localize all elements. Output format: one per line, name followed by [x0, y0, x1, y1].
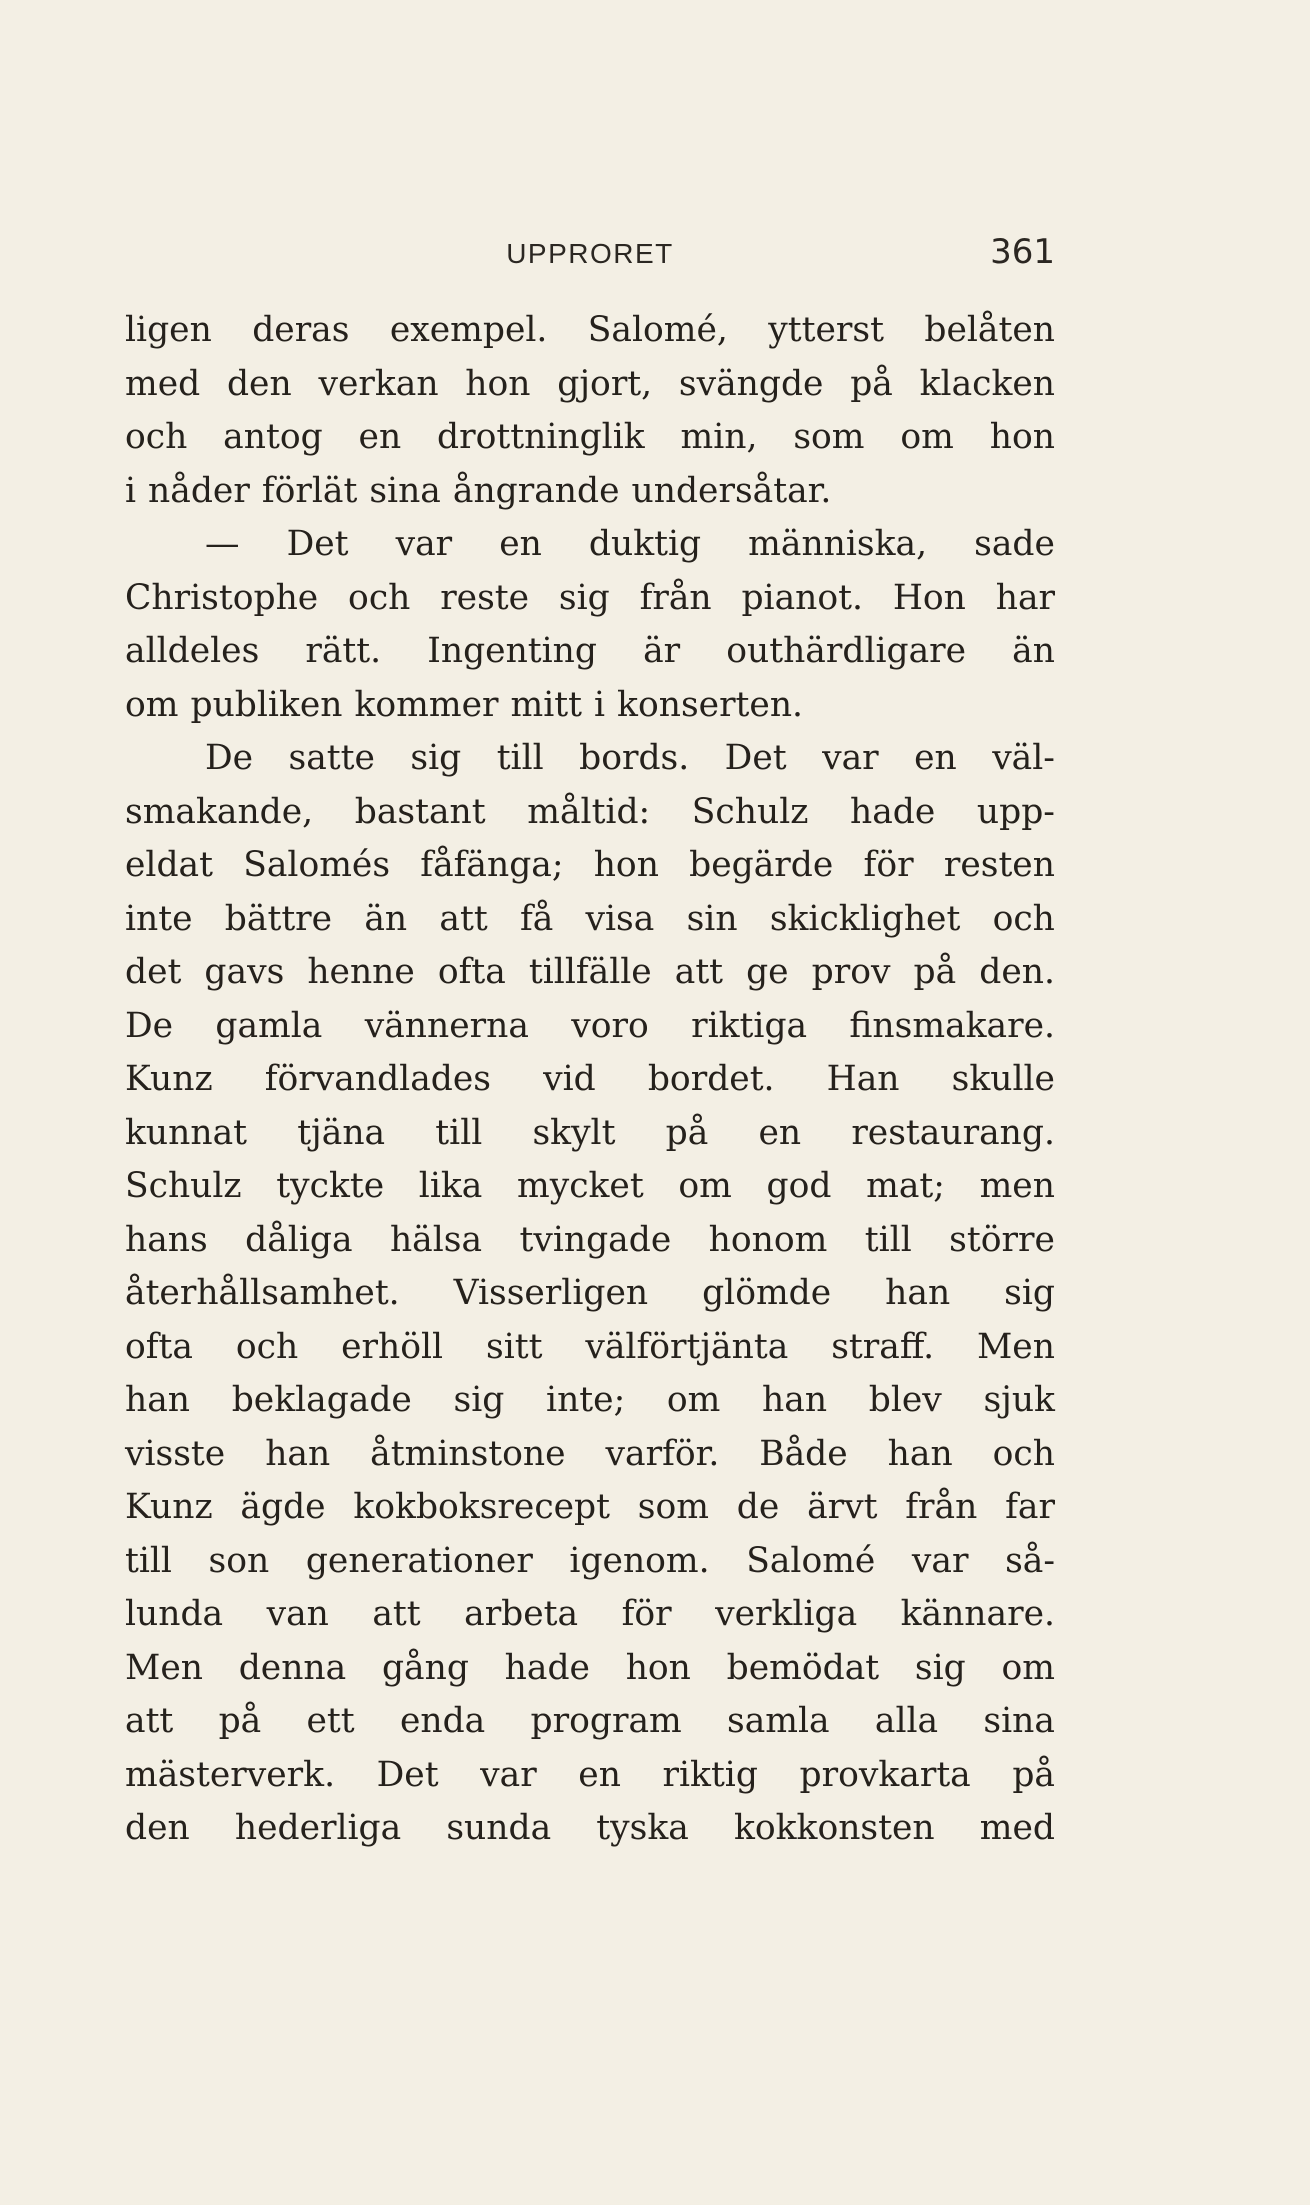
- word: inte: [125, 898, 193, 939]
- word: så-: [1005, 1540, 1055, 1581]
- word: sitt: [485, 1326, 543, 1367]
- text-line: [125, 1802, 1055, 1856]
- word: större: [949, 1219, 1055, 1260]
- text-line: [125, 1107, 1055, 1161]
- text-line: [125, 1749, 1055, 1803]
- word: ofta: [437, 952, 506, 992]
- word: Ingenting: [427, 631, 597, 671]
- word: han: [265, 1433, 331, 1474]
- word: i: [125, 470, 137, 511]
- word: riktiga: [691, 1005, 808, 1046]
- word: straff.: [831, 1326, 935, 1367]
- word: outhärdligare: [726, 631, 967, 671]
- word: provkarta: [799, 1754, 971, 1795]
- word: igenom.: [569, 1540, 710, 1581]
- word: hans: [125, 1219, 208, 1260]
- word: Christophe: [125, 577, 319, 618]
- text-line: [125, 1000, 1055, 1054]
- word: begärde: [689, 845, 834, 885]
- word: arbeta: [464, 1594, 579, 1634]
- word: och: [992, 898, 1055, 939]
- word: och: [125, 417, 188, 457]
- word: kokboksrecept: [353, 1487, 611, 1527]
- word: sig: [1004, 1273, 1055, 1313]
- word: måltid:: [527, 791, 651, 832]
- text-line: [125, 893, 1055, 947]
- word: upp-: [976, 791, 1055, 832]
- word: finsmakare.: [849, 1005, 1055, 1046]
- word: voro: [571, 1005, 649, 1046]
- word: kunnat: [125, 1112, 247, 1153]
- word: till: [435, 1112, 483, 1153]
- word: var: [480, 1754, 537, 1795]
- word: hon: [989, 417, 1055, 457]
- word: program: [530, 1701, 682, 1741]
- word: varför.: [605, 1433, 720, 1474]
- word: bättre: [224, 898, 333, 939]
- word: Salomé: [746, 1540, 876, 1581]
- word: Det: [724, 738, 787, 778]
- word: Han: [826, 1059, 900, 1099]
- text-line: [125, 411, 1055, 465]
- word: tjäna: [297, 1112, 386, 1153]
- word: med: [979, 1808, 1055, 1848]
- word: sjuk: [983, 1380, 1055, 1420]
- word: denna: [238, 1647, 347, 1688]
- word: han: [885, 1273, 951, 1313]
- text-line: [125, 1374, 1055, 1428]
- word: ärvt: [807, 1487, 878, 1527]
- word: människa,: [748, 524, 928, 564]
- word: De: [205, 738, 254, 778]
- word: förvandlades: [264, 1059, 491, 1099]
- text-line: [125, 786, 1055, 840]
- word: vännerna: [364, 1005, 529, 1046]
- word: tyckte: [276, 1166, 385, 1206]
- word: mästerverk.: [125, 1754, 336, 1795]
- word: reste: [440, 577, 530, 618]
- word: en: [499, 524, 542, 564]
- word: Men: [976, 1326, 1055, 1367]
- text-line: [125, 1642, 1055, 1696]
- word: sina: [983, 1701, 1055, 1741]
- word: De: [125, 1005, 174, 1046]
- word: van: [266, 1594, 329, 1634]
- text-line: [125, 679, 1055, 733]
- word: far: [1005, 1487, 1055, 1527]
- word: generationer: [305, 1540, 533, 1581]
- word: kokkonsten: [733, 1808, 935, 1848]
- word: restaurang.: [851, 1112, 1055, 1153]
- word: konserten.: [617, 684, 804, 725]
- word: Visserligen: [453, 1273, 649, 1313]
- word: rätt.: [305, 631, 382, 671]
- running-head: [125, 232, 1055, 282]
- word: gjort,: [557, 363, 653, 404]
- word: på: [665, 1112, 709, 1153]
- word: resten: [943, 845, 1055, 885]
- word: pianot.: [741, 577, 863, 618]
- running-title: UPPRORET: [506, 238, 674, 269]
- word: hon: [625, 1647, 691, 1688]
- text-line: [125, 304, 1055, 358]
- word: de: [736, 1487, 780, 1527]
- word: svängde: [678, 363, 824, 404]
- text-line: [125, 839, 1055, 893]
- word: än: [364, 898, 408, 939]
- word: från: [905, 1487, 978, 1527]
- word: bordet.: [647, 1059, 775, 1099]
- word: en: [758, 1112, 802, 1153]
- word: sig: [558, 577, 610, 618]
- word: beklagade: [231, 1380, 412, 1420]
- word: klacken: [919, 363, 1055, 404]
- text-line: [125, 1481, 1055, 1535]
- word: honom: [708, 1219, 828, 1260]
- word: visste: [125, 1433, 226, 1474]
- word: väl-: [992, 738, 1055, 778]
- word: en: [578, 1754, 621, 1795]
- word: Salomés: [243, 845, 391, 885]
- word: skicklighet: [769, 898, 961, 939]
- word: att: [125, 1701, 174, 1741]
- word: åtminstone: [370, 1433, 566, 1474]
- word: än: [1012, 631, 1055, 671]
- word: att: [372, 1594, 421, 1634]
- word: Schulz: [125, 1166, 242, 1206]
- word: Salomé,: [587, 310, 728, 350]
- word: men: [979, 1166, 1055, 1206]
- word: förlät: [261, 470, 358, 511]
- word: på: [913, 952, 957, 992]
- word: ångrande: [452, 470, 620, 511]
- word: Kunz: [125, 1059, 213, 1099]
- word: ligen: [125, 310, 212, 350]
- word: publiken: [190, 684, 343, 725]
- word: om: [666, 1380, 721, 1420]
- word: vid: [543, 1059, 596, 1099]
- word: fåfänga;: [420, 845, 564, 885]
- word: gång: [381, 1647, 469, 1688]
- word: gavs: [204, 952, 285, 992]
- word: tillfälle: [528, 952, 652, 992]
- word: och: [348, 577, 411, 618]
- word: skylt: [532, 1112, 616, 1153]
- word: till: [864, 1219, 912, 1260]
- word: sunda: [446, 1808, 552, 1848]
- word: duktig: [588, 524, 702, 564]
- word: sin: [686, 898, 738, 939]
- word: lika: [418, 1166, 483, 1206]
- text-line: [125, 1695, 1055, 1749]
- word: min,: [680, 417, 758, 457]
- word: Hon: [892, 577, 966, 618]
- word: mat;: [866, 1166, 945, 1206]
- word: med: [125, 363, 201, 404]
- word: den.: [979, 952, 1055, 992]
- word: —: [205, 524, 240, 564]
- word: smakande,: [125, 791, 314, 832]
- text-line: [125, 1588, 1055, 1642]
- word: som: [637, 1487, 709, 1527]
- text-line: [125, 1214, 1055, 1268]
- word: på: [218, 1701, 262, 1741]
- word: på: [1012, 1754, 1055, 1795]
- page-number: 361: [990, 232, 1055, 272]
- word: belåten: [924, 310, 1055, 350]
- body-text: [125, 304, 1055, 1856]
- word: sig: [410, 738, 462, 778]
- word: blev: [868, 1380, 942, 1420]
- word: en: [914, 738, 957, 778]
- word: Kunz: [125, 1487, 213, 1527]
- word: för: [621, 1594, 672, 1634]
- word: hederliga: [234, 1808, 402, 1848]
- word: bords.: [579, 738, 690, 778]
- word: få: [519, 898, 554, 939]
- word: och: [992, 1433, 1055, 1474]
- word: tyska: [596, 1808, 689, 1848]
- word: det: [125, 952, 182, 992]
- word: Det: [286, 524, 349, 564]
- word: var: [395, 524, 453, 564]
- word: sade: [974, 524, 1055, 564]
- word: hon: [465, 363, 531, 404]
- word: ägde: [240, 1487, 326, 1527]
- word: bastant: [354, 791, 486, 832]
- text-line: [125, 465, 1055, 519]
- word: har: [995, 577, 1055, 618]
- word: välförtjänta: [585, 1326, 789, 1367]
- text-line: [125, 1160, 1055, 1214]
- word: alla: [874, 1701, 939, 1741]
- word: återhållsamhet.: [125, 1273, 400, 1313]
- word: verkan: [318, 363, 439, 404]
- word: och: [235, 1326, 299, 1367]
- word: att: [674, 952, 724, 992]
- text-line: [125, 1428, 1055, 1482]
- word: ge: [746, 952, 789, 992]
- word: deras: [252, 310, 350, 350]
- word: för: [863, 845, 914, 885]
- word: att: [439, 898, 488, 939]
- word: han: [887, 1433, 953, 1474]
- word: ytterst: [768, 310, 884, 350]
- word: sig: [914, 1647, 966, 1688]
- word: till: [496, 738, 544, 778]
- word: är: [643, 631, 681, 671]
- word: antog: [223, 417, 323, 457]
- word: Men: [125, 1647, 203, 1688]
- word: som: [793, 417, 865, 457]
- word: Både: [759, 1433, 848, 1474]
- word: kommer: [354, 684, 499, 725]
- word: den: [125, 1808, 190, 1848]
- word: prov: [811, 952, 891, 992]
- word: samla: [727, 1701, 830, 1741]
- word: var: [822, 738, 879, 778]
- word: om: [900, 417, 954, 457]
- word: hon: [593, 845, 659, 885]
- word: exempel.: [389, 310, 548, 350]
- text-line: [125, 358, 1055, 412]
- word: han: [762, 1380, 828, 1420]
- text-line: [125, 1267, 1055, 1321]
- word: han: [125, 1380, 191, 1420]
- word: mitt: [510, 684, 582, 725]
- word: den: [226, 363, 292, 404]
- word: enda: [399, 1701, 486, 1741]
- word: drottninglik: [437, 417, 645, 457]
- text-line: [125, 572, 1055, 626]
- text-line: [125, 625, 1055, 679]
- word: till: [125, 1540, 172, 1581]
- word: sig: [453, 1380, 505, 1420]
- word: om: [1001, 1647, 1055, 1688]
- word: lunda: [125, 1594, 224, 1634]
- word: son: [208, 1540, 270, 1581]
- text-line: [125, 946, 1055, 1000]
- text-line: [125, 1053, 1055, 1107]
- text-line: [125, 1321, 1055, 1375]
- word: var: [911, 1540, 969, 1581]
- word: i: [594, 684, 606, 725]
- word: god: [766, 1166, 832, 1206]
- word: mycket: [517, 1166, 644, 1206]
- word: skulle: [951, 1059, 1055, 1099]
- word: tvingade: [519, 1219, 672, 1260]
- word: Det: [376, 1754, 439, 1795]
- word: kännare.: [900, 1594, 1055, 1634]
- word: hade: [504, 1647, 590, 1688]
- word: riktig: [662, 1754, 758, 1795]
- word: sina: [369, 470, 441, 511]
- word: alldeles: [125, 631, 260, 671]
- word: nåder: [148, 470, 250, 511]
- word: hälsa: [389, 1219, 483, 1260]
- word: hade: [850, 791, 936, 832]
- word: dåliga: [245, 1219, 353, 1260]
- word: om: [678, 1166, 732, 1206]
- word: inte;: [546, 1380, 626, 1420]
- word: från: [639, 577, 712, 618]
- word: Schulz: [691, 791, 809, 832]
- word: ofta: [125, 1326, 193, 1367]
- word: visa: [585, 898, 655, 939]
- word: erhöll: [341, 1326, 444, 1367]
- word: glömde: [702, 1273, 832, 1313]
- text-line: [125, 518, 1055, 572]
- text-line: [125, 732, 1055, 786]
- text-line: [125, 1535, 1055, 1589]
- word: bemödat: [726, 1647, 880, 1688]
- word: om: [125, 684, 179, 725]
- word: gamla: [215, 1005, 323, 1046]
- word: henne: [307, 952, 415, 992]
- word: på: [850, 363, 893, 404]
- word: en: [358, 417, 402, 457]
- word: undersåtar.: [631, 470, 832, 511]
- word: satte: [288, 738, 375, 778]
- word: ett: [306, 1701, 355, 1741]
- word: verkliga: [715, 1594, 858, 1634]
- word: eldat: [125, 845, 213, 885]
